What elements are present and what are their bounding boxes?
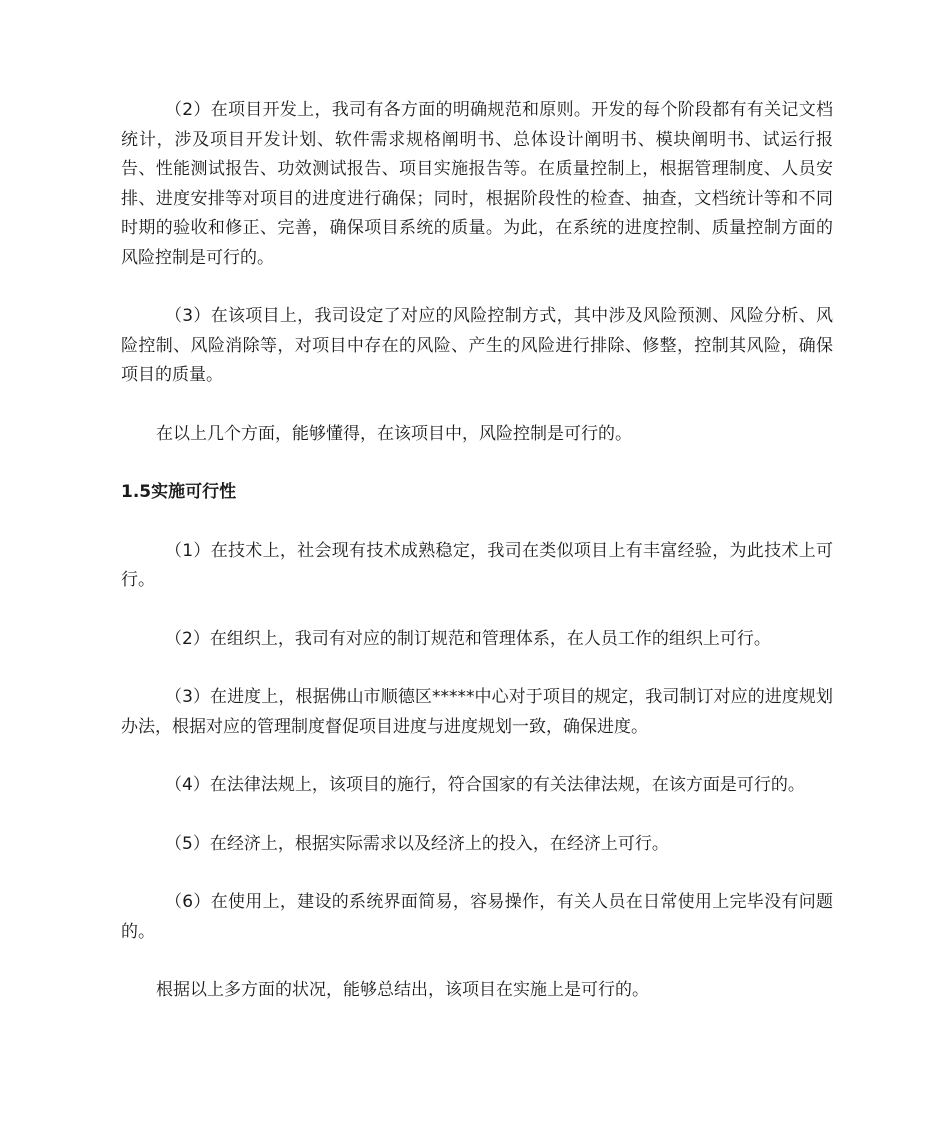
implementation-paragraph-3: （3）在进度上，根据佛山市顺德区*****中心对于项目的规定，我司制订对应的进度规划办法，根据对应的管理制度督促项目进度与进度规划一致，确保进度。 <box>121 687 833 737</box>
risk-paragraph-2: （2）在项目开发上，我司有各方面的明确规范和原则。开发的每个阶段都有有关记文档统计，涉及项目开发计划、软件需求规格阐明书、总体设计阐明书、模块阐明书、试运行报告、性能测试报告、功效测试报告、项目实施报告等。在质量控制上，根据管理制度、人员安排、进度安排等对项目的进度进行确保；同时，根据阶段性的检查、抽查，文档统计等和不同时期的验收和修正、完善，确保项目系统的质量。为此，在系统的进度控制、质量控制方面的风险控制是可行的。 <box>121 100 833 268</box>
implementation-conclusion: 根据以上多方面的状况，能够总结出，该项目在实施上是可行的。 <box>156 980 649 1000</box>
implementation-paragraph-5: （5）在经济上，根据实际需求以及经济上的投入，在经济上可行。 <box>165 833 669 854</box>
implementation-paragraph-1: （1）在技术上，社会现有技术成熟稳定，我司在类似项目上有丰富经验，为此技术上可行。 <box>121 540 833 590</box>
implementation-paragraph-2: （2）在组织上，我司有对应的制订规范和管理体系，在人员工作的组织上可行。 <box>165 628 771 649</box>
implementation-paragraph-4: （4）在法律法规上，该项目的施行，符合国家的有关法律法规，在该方面是可行的。 <box>165 775 805 795</box>
risk-conclusion: 在以上几个方面，能够懂得，在该项目中，风险控制是可行的。 <box>156 423 632 444</box>
implementation-paragraph-6: （6）在使用上，建设的系统界面简易，容易操作，有关人员在日常使用上完毕没有问题的。 <box>121 892 833 942</box>
document-page <box>121 96 833 1035</box>
risk-paragraph-3: （3）在该项目上，我司设定了对应的风险控制方式，其中涉及风险预测、风险分析、风险控制、风险消除等，对项目中存在的风险、产生的风险进行排除、修整，控制其风险，确保项目的质量。 <box>121 306 833 385</box>
section-heading-implementation: 1.5实施可行性 <box>121 482 237 502</box>
